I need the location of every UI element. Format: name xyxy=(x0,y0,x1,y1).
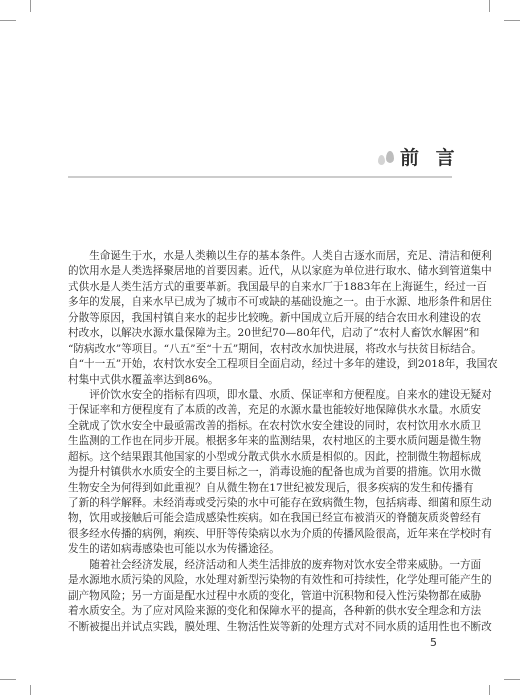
crop-mark-bottom-left-vertical xyxy=(30,685,31,695)
paragraph-2-line: 于保证率和方便程度有了本质的改善，充足的水源水量也能较好地保障供水水量。水质安 xyxy=(68,404,482,417)
paragraph-1-line: 分散等原因，我国村镇自来水的起步比较晚。新中国成立后开展的结合农田水利建设的农 xyxy=(68,311,482,324)
paragraph-2-line: 了新的科学解释。未经消毒或受污染的水中可能存在致病微生物，包括病毒、细菌和原生动 xyxy=(68,497,492,509)
crop-mark-bottom-right-vertical xyxy=(489,685,490,695)
paragraph-2-line: 超标。这个结果跟其他国家的小型或分散式供水水质是相似的。因此，控制微生物超标成 xyxy=(68,450,482,463)
paragraph-3-line: 着水质安全。为了应对风险来源的变化和保障水平的提高，各种新的供水安全理念和方法 xyxy=(68,605,482,618)
paragraph-3-line: 随着社会经济发展，经济活动和人类生活排放的废弃物对饮水安全带来威胁。一方面 xyxy=(89,558,482,571)
paragraph-1-line: 式供水是人类生活方式的重要革新。我国最早的自来水厂于1883年在上海诞生，经过一百 xyxy=(68,280,487,293)
paragraph-2-line: 发生的诺如病毒感染也可能以水为传播途径。 xyxy=(68,543,280,556)
paragraph-1-line: 的饮用水是人类选择聚居地的首要因素。近代，从以家庭为单位进行取水、储水到管道集中 xyxy=(68,265,492,278)
paragraph-2-line: 很多经水传播的病例，痢疾、甲肝等传染病以水为介质的传播风险很高，近年来在学校时有 xyxy=(68,527,492,540)
paragraph-1-line: 多年的发展，自来水早已成为了城市不可或缺的基础设施之一。由于水源、地形条件和居住 xyxy=(68,296,492,309)
crop-mark-top-left-horizontal xyxy=(0,20,16,21)
crop-mark-top-right-horizontal xyxy=(504,20,520,21)
paragraph-2-line: 生物安全为何得到如此重视？自从微生物在17世纪被发现后，很多疾病的发生和传播有 xyxy=(68,481,474,494)
paragraph-2-line: 评价饮水安全的指标有四项，即水量、水质、保证率和方便程度。自来水的建设无疑对 xyxy=(89,388,492,401)
paragraph-3-line: 是水源地水质污染的风险，水处理对新型污染物的有效性和可持续性，化学处理可能产生的 xyxy=(68,574,492,587)
paragraph-1-line: 自“十一五”开始，农村饮水安全工程项目全面启动，经过十多年的建设，到2018年，我国农 xyxy=(68,358,498,371)
paragraph-1-line: 生命诞生于水，水是人类赖以生存的基本条件。人类自古逐水而居，充足、清洁和便利 xyxy=(89,250,492,262)
crop-mark-top-right-vertical xyxy=(489,0,490,12)
paragraph-2-line: 全就成了饮水安全中最亟需改善的指标。在农村饮水安全建设的同时，农村饮用水水质卫 xyxy=(68,419,482,432)
heading-divider xyxy=(68,176,452,178)
paragraph-2-line: 生监测的工作也在同步开展。根据多年来的监测结果，农村地区的主要水质问题是微生物 xyxy=(68,435,482,448)
section-title: 前 言 xyxy=(400,147,460,169)
crop-mark-bottom-right-horizontal xyxy=(504,679,520,680)
paragraph-1-line: “防病改水”等项目。“八五”至“十五”期间，农村改水加快进展，将改水与扶贫目标结合。 xyxy=(68,342,482,355)
water-drop-icon xyxy=(378,155,385,165)
paragraph-3-line: 副产物风险；另一方面是配水过程中水质的变化，管道中沉积物和侵入性污染物都在威胁 xyxy=(68,589,482,602)
water-drop-icon xyxy=(386,151,394,163)
preface-body xyxy=(68,249,498,635)
crop-mark-top-left-vertical xyxy=(30,0,31,12)
crop-mark-bottom-left-horizontal xyxy=(0,679,16,680)
page-number: 5 xyxy=(430,636,437,649)
paragraph-2-line: 为提升村镇供水水质安全的主要目标之一，消毒设施的配备也成为首要的措施。饮用水微 xyxy=(68,466,482,479)
paragraph-3-line: 不断被提出并试点实践，膜处理、生物活性炭等新的处理方式对不同水质的适用性也不断改 xyxy=(68,620,492,633)
paragraph-2-line: 物，饮用或接触后可能会造成感染性疾病。如在我国已经宣布被消灭的脊髓灰质炎曾经有 xyxy=(68,512,482,525)
section-heading xyxy=(378,146,460,171)
paragraph-1-line: 村集中式供水覆盖率达到86%。 xyxy=(68,373,219,386)
paragraph-1-line: 村改水，以解决水源水量保障为主。20世纪70—80年代，启动了“农村人畜饮水解困”和 xyxy=(68,327,480,340)
